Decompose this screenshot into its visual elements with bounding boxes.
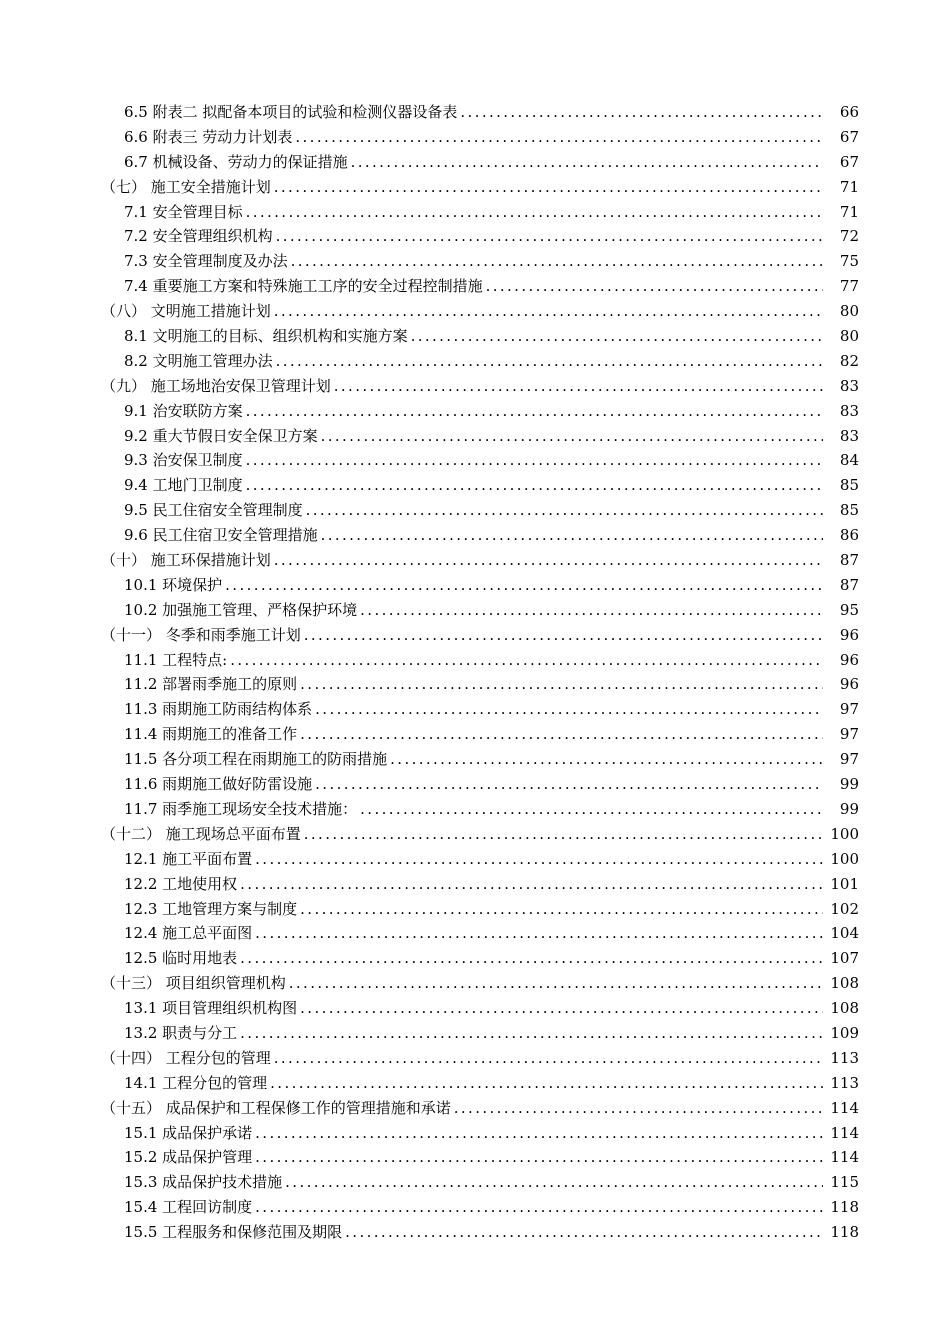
toc-dot-leader bbox=[285, 1170, 823, 1195]
toc-subsection-entry bbox=[0, 946, 950, 971]
toc-page-number: 108 bbox=[830, 974, 859, 993]
toc-dot-leader bbox=[460, 100, 823, 125]
toc-dot-leader bbox=[255, 921, 823, 946]
toc-page-number: 84 bbox=[839, 451, 859, 470]
toc-entry-title: 7.1 安全管理目标 bbox=[124, 200, 244, 225]
toc-page-number: 118 bbox=[830, 1198, 859, 1217]
toc-entry-title: （十五） 成品保护和工程保修工作的管理措施和承诺 bbox=[101, 1096, 452, 1121]
toc-page-number: 118 bbox=[830, 1223, 859, 1242]
toc-entry-title: 6.6 附表三 劳动力计划表 bbox=[124, 125, 293, 150]
toc-page-number: 86 bbox=[839, 526, 859, 545]
toc-subsection-entry bbox=[0, 100, 950, 125]
toc-entry-title: 9.5 民工住宿安全管理制度 bbox=[124, 498, 304, 523]
toc-entry-title: 13.2 职责与分工 bbox=[124, 1021, 238, 1046]
toc-page-number: 85 bbox=[839, 476, 859, 495]
toc-dot-leader bbox=[240, 946, 823, 971]
toc-entry-title: 12.1 施工平面布置 bbox=[124, 847, 253, 872]
toc-section-entry bbox=[0, 1046, 950, 1071]
toc-page-number: 114 bbox=[830, 1098, 859, 1117]
toc-entry-title: 12.5 临时用地表 bbox=[124, 946, 238, 971]
toc-page-number: 77 bbox=[839, 277, 859, 296]
toc-entry-title: 11.6 雨期施工做好防雷设施 bbox=[124, 772, 313, 797]
toc-entry-title: 14.1 工程分包的管理 bbox=[124, 1071, 268, 1096]
toc-subsection-entry bbox=[0, 200, 950, 225]
toc-subsection-entry bbox=[0, 150, 950, 175]
toc-page-number: 80 bbox=[839, 302, 859, 321]
toc-subsection-entry bbox=[0, 921, 950, 946]
toc-page-number: 107 bbox=[830, 949, 859, 968]
toc-subsection-entry bbox=[0, 573, 950, 598]
toc-dot-leader bbox=[274, 1046, 823, 1071]
toc-entry-title: 13.1 项目管理组织机构图 bbox=[124, 996, 298, 1021]
toc-subsection-entry bbox=[0, 249, 950, 274]
toc-dot-leader bbox=[300, 722, 823, 747]
toc-subsection-entry bbox=[0, 872, 950, 897]
toc-subsection-entry bbox=[0, 473, 950, 498]
toc-dot-leader bbox=[274, 548, 823, 573]
toc-entry-title: 9.2 重大节假日安全保卫方案 bbox=[124, 424, 319, 449]
toc-subsection-entry bbox=[0, 349, 950, 374]
toc-entry-title: 7.3 安全管理制度及办法 bbox=[124, 249, 289, 274]
toc-dot-leader bbox=[230, 648, 823, 673]
toc-page-number: 100 bbox=[830, 824, 859, 843]
toc-page-number: 100 bbox=[830, 849, 859, 868]
toc-page-number: 115 bbox=[830, 1173, 859, 1192]
toc-dot-leader bbox=[304, 822, 823, 847]
toc-page-number: 67 bbox=[839, 152, 859, 171]
toc-entry-title: 8.1 文明施工的目标、组织机构和实施方案 bbox=[124, 324, 409, 349]
toc-dot-leader bbox=[255, 847, 823, 872]
toc-subsection-entry bbox=[0, 897, 950, 922]
toc-subsection-entry bbox=[0, 996, 950, 1021]
toc-dot-leader bbox=[321, 424, 823, 449]
toc-page-number: 113 bbox=[830, 1073, 859, 1092]
toc-section-entry bbox=[0, 299, 950, 324]
toc-dot-leader bbox=[240, 872, 823, 897]
toc-subsection-entry bbox=[0, 722, 950, 747]
toc-dot-leader bbox=[246, 200, 823, 225]
toc-subsection-entry bbox=[0, 424, 950, 449]
toc-dot-leader bbox=[291, 249, 823, 274]
toc-entry-title: 15.2 成品保护管理 bbox=[124, 1145, 253, 1170]
toc-dot-leader bbox=[360, 797, 823, 822]
toc-entry-title: （九） 施工场地治安保卫管理计划 bbox=[101, 374, 332, 399]
toc-dot-leader bbox=[289, 971, 823, 996]
toc-dot-leader bbox=[274, 175, 823, 200]
toc-dot-leader bbox=[225, 573, 823, 598]
toc-subsection-entry bbox=[0, 224, 950, 249]
toc-entry-title: 7.4 重要施工方案和特殊施工工序的安全过程控制措施 bbox=[124, 274, 484, 299]
toc-page-number: 96 bbox=[839, 650, 859, 669]
toc-section-entry bbox=[0, 623, 950, 648]
toc-page-number: 114 bbox=[830, 1148, 859, 1167]
toc-subsection-entry bbox=[0, 498, 950, 523]
toc-page-number: 96 bbox=[839, 675, 859, 694]
toc-section-entry bbox=[0, 548, 950, 573]
toc-dot-leader bbox=[345, 1220, 823, 1245]
toc-page-number: 71 bbox=[839, 177, 859, 196]
toc-subsection-entry bbox=[0, 324, 950, 349]
toc-entry-title: 6.5 附表二 拟配备本项目的试验和检测仪器设备表 bbox=[124, 100, 458, 125]
toc-dot-leader bbox=[295, 125, 823, 150]
toc-entry-title: 12.4 施工总平面图 bbox=[124, 921, 253, 946]
toc-subsection-entry bbox=[0, 847, 950, 872]
toc-subsection-entry bbox=[0, 1220, 950, 1245]
toc-section-entry bbox=[0, 175, 950, 200]
toc-page-number: 104 bbox=[830, 924, 859, 943]
toc-entry-title: 11.1 工程特点: bbox=[124, 648, 228, 673]
toc-page-number: 87 bbox=[839, 575, 859, 594]
toc-subsection-entry bbox=[0, 1071, 950, 1096]
toc-page-number: 97 bbox=[839, 725, 859, 744]
toc-subsection-entry bbox=[0, 399, 950, 424]
toc-page-number: 114 bbox=[830, 1123, 859, 1142]
toc-entry-title: 7.2 安全管理组织机构 bbox=[124, 224, 274, 249]
toc-entry-title: 11.5 各分项工程在雨期施工的防雨措施 bbox=[124, 747, 388, 772]
toc-dot-leader bbox=[300, 897, 823, 922]
toc-entry-title: 15.1 成品保护承诺 bbox=[124, 1121, 253, 1146]
toc-page-number: 95 bbox=[839, 600, 859, 619]
toc-page-number: 80 bbox=[839, 327, 859, 346]
toc-dot-leader bbox=[334, 374, 823, 399]
toc-subsection-entry bbox=[0, 797, 950, 822]
toc-entry-title: 9.1 治安联防方案 bbox=[124, 399, 244, 424]
toc-subsection-entry bbox=[0, 648, 950, 673]
toc-entry-title: （十二） 施工现场总平面布置 bbox=[101, 822, 302, 847]
toc-entry-title: （十四） 工程分包的管理 bbox=[101, 1046, 272, 1071]
toc-subsection-entry bbox=[0, 672, 950, 697]
toc-subsection-entry bbox=[0, 274, 950, 299]
toc-subsection-entry bbox=[0, 125, 950, 150]
toc-dot-leader bbox=[390, 747, 823, 772]
toc-entry-title: 9.6 民工住宿卫安全管理措施 bbox=[124, 523, 319, 548]
toc-page-number: 67 bbox=[839, 127, 859, 146]
toc-page-number: 72 bbox=[839, 227, 859, 246]
toc-page-number: 99 bbox=[839, 799, 859, 818]
toc-dot-leader bbox=[306, 498, 823, 523]
toc-page-number: 66 bbox=[839, 103, 859, 121]
toc-entry-title: 12.2 工地使用权 bbox=[124, 872, 238, 897]
toc-dot-leader bbox=[315, 772, 823, 797]
toc-entry-title: 10.2 加强施工管理、严格保护环境 bbox=[124, 598, 358, 623]
toc-page-number: 108 bbox=[830, 999, 859, 1018]
toc-section-entry bbox=[0, 822, 950, 847]
toc-entry-title: 8.2 文明施工管理办法 bbox=[124, 349, 274, 374]
toc-entry-title: （七） 施工安全措施计划 bbox=[101, 175, 272, 200]
toc-subsection-entry bbox=[0, 747, 950, 772]
toc-dot-leader bbox=[304, 623, 823, 648]
toc-entry-title: 12.3 工地管理方案与制度 bbox=[124, 897, 298, 922]
toc-entry-title: 11.2 部署雨季施工的原则 bbox=[124, 672, 298, 697]
toc-dot-leader bbox=[246, 448, 823, 473]
toc-page-number: 97 bbox=[839, 750, 859, 769]
toc-page-number: 96 bbox=[839, 625, 859, 644]
toc-entry-title: 11.3 雨期施工防雨结构体系 bbox=[124, 697, 313, 722]
toc-section-entry bbox=[0, 374, 950, 399]
toc-page-number: 83 bbox=[839, 426, 859, 445]
toc-entry-title: 9.4 工地门卫制度 bbox=[124, 473, 244, 498]
toc-subsection-entry bbox=[0, 1195, 950, 1220]
toc-entry-title: （八） 文明施工措施计划 bbox=[101, 299, 272, 324]
toc-entry-title: 11.4 雨期施工的准备工作 bbox=[124, 722, 298, 747]
toc-dot-leader bbox=[486, 274, 823, 299]
toc-entry-title: 6.7 机械设备、劳动力的保证措施 bbox=[124, 150, 349, 175]
toc-page-number: 97 bbox=[839, 700, 859, 719]
toc-dot-leader bbox=[246, 473, 823, 498]
toc-dot-leader bbox=[255, 1195, 823, 1220]
toc-subsection-entry bbox=[0, 1121, 950, 1146]
toc-dot-leader bbox=[276, 224, 823, 249]
toc-entry-title: （十） 施工环保措施计划 bbox=[101, 548, 272, 573]
toc-entry-title: 10.1 环境保护 bbox=[124, 573, 223, 598]
toc-dot-leader bbox=[411, 324, 823, 349]
toc-subsection-entry bbox=[0, 1170, 950, 1195]
toc-section-entry bbox=[0, 971, 950, 996]
toc-entry-title: 15.5 工程服务和保修范围及期限 bbox=[124, 1220, 343, 1245]
toc-dot-leader bbox=[454, 1096, 823, 1121]
toc-subsection-entry bbox=[0, 772, 950, 797]
table-of-contents bbox=[0, 100, 950, 1245]
toc-page-number: 82 bbox=[839, 351, 859, 370]
toc-dot-leader bbox=[274, 299, 823, 324]
toc-page-number: 85 bbox=[839, 501, 859, 520]
toc-entry-title: 15.3 成品保护技术措施 bbox=[124, 1170, 283, 1195]
toc-dot-leader bbox=[300, 672, 823, 697]
toc-page-number: 99 bbox=[839, 775, 859, 794]
toc-page-number: 113 bbox=[830, 1048, 859, 1067]
toc-page-number: 109 bbox=[830, 1023, 859, 1042]
toc-dot-leader bbox=[360, 598, 823, 623]
toc-subsection-entry bbox=[0, 523, 950, 548]
toc-page-number: 83 bbox=[839, 401, 859, 420]
toc-page-number: 101 bbox=[830, 874, 859, 893]
toc-subsection-entry bbox=[0, 697, 950, 722]
toc-dot-leader bbox=[276, 349, 823, 374]
toc-subsection-entry bbox=[0, 598, 950, 623]
toc-entry-title: 11.7 雨季施工现场安全技术措施： bbox=[124, 797, 358, 822]
toc-dot-leader bbox=[240, 1021, 823, 1046]
toc-subsection-entry bbox=[0, 1021, 950, 1046]
toc-entry-title: 15.4 工程回访制度 bbox=[124, 1195, 253, 1220]
toc-subsection-entry bbox=[0, 448, 950, 473]
toc-section-entry bbox=[0, 1096, 950, 1121]
toc-dot-leader bbox=[255, 1145, 823, 1170]
toc-page-number: 71 bbox=[839, 202, 859, 221]
toc-entry-title: （十三） 项目组织管理机构 bbox=[101, 971, 287, 996]
toc-dot-leader bbox=[270, 1071, 823, 1096]
toc-page-number: 83 bbox=[839, 376, 859, 395]
toc-page-number: 102 bbox=[830, 899, 859, 918]
toc-dot-leader bbox=[321, 523, 823, 548]
toc-dot-leader bbox=[255, 1121, 823, 1146]
toc-entry-title: 9.3 治安保卫制度 bbox=[124, 448, 244, 473]
toc-dot-leader bbox=[351, 150, 823, 175]
toc-page-number: 75 bbox=[839, 252, 859, 271]
toc-entry-title: （十一） 冬季和雨季施工计划 bbox=[101, 623, 302, 648]
toc-dot-leader bbox=[315, 697, 823, 722]
toc-dot-leader bbox=[300, 996, 823, 1021]
toc-dot-leader bbox=[246, 399, 823, 424]
toc-page-number: 87 bbox=[839, 551, 859, 570]
toc-subsection-entry bbox=[0, 1145, 950, 1170]
